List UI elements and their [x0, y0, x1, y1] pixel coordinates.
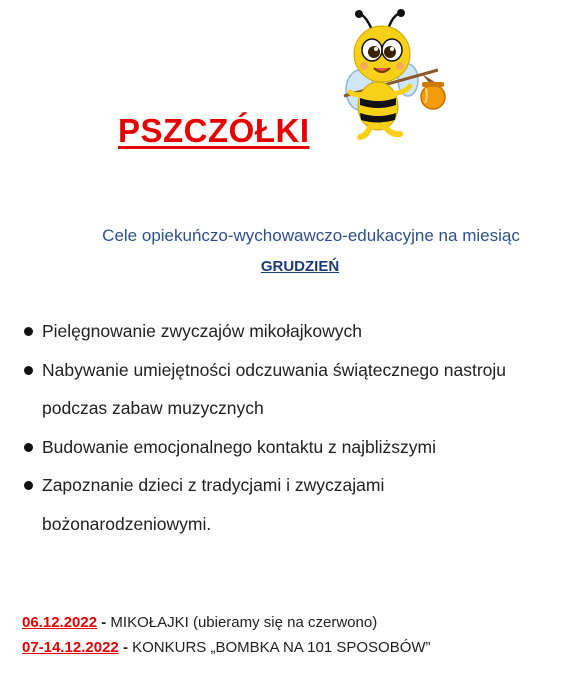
event-row: [22, 610, 431, 635]
event-description: MIKOŁAJKI (ubieramy się na czerwono): [110, 614, 378, 631]
bullet-icon: [24, 481, 33, 490]
list-item: [24, 428, 574, 467]
list-item: [24, 351, 574, 428]
event-date: 06.12.2022: [22, 614, 98, 631]
goal-text-continued: bożonarodzeniowymi.: [42, 513, 212, 534]
event-row: [22, 635, 431, 660]
event-separator: -: [101, 614, 111, 631]
goals-list: [24, 312, 574, 543]
goal-text: Zapoznanie dzieci z tradycjami i zwyczajami: [42, 475, 385, 495]
subtitle: Cele opiekuńczo-wychowawczo-edukacyjne na miesiąc: [102, 226, 520, 245]
bullet-icon: [24, 327, 33, 336]
event-description: KONKURS „BOMBKA NA 101 SPOSOBÓW”: [132, 639, 431, 656]
events-list: [22, 610, 431, 660]
goal-text: Pielęgnowanie zwyczajów mikołajkowych: [42, 321, 362, 341]
bullet-icon: [24, 443, 33, 452]
month-heading: GRUDZIEŃ: [260, 258, 340, 275]
goal-text: Nabywanie umiejętności odczuwania świątecznego nastroju: [42, 359, 507, 380]
event-separator: -: [122, 639, 133, 656]
goal-text: Budowanie emocjonalnego kontaktu z najbliższymi: [42, 436, 436, 457]
page-title: PSZCZÓŁKI: [118, 112, 310, 149]
list-item: [24, 312, 574, 351]
list-item: [24, 466, 574, 543]
event-date: 07-14.12.2022: [22, 639, 119, 656]
bee-with-honey-pot-icon: [330, 8, 448, 143]
goal-text-continued: podczas zabaw muzycznych: [42, 398, 264, 418]
bullet-icon: [24, 366, 33, 375]
